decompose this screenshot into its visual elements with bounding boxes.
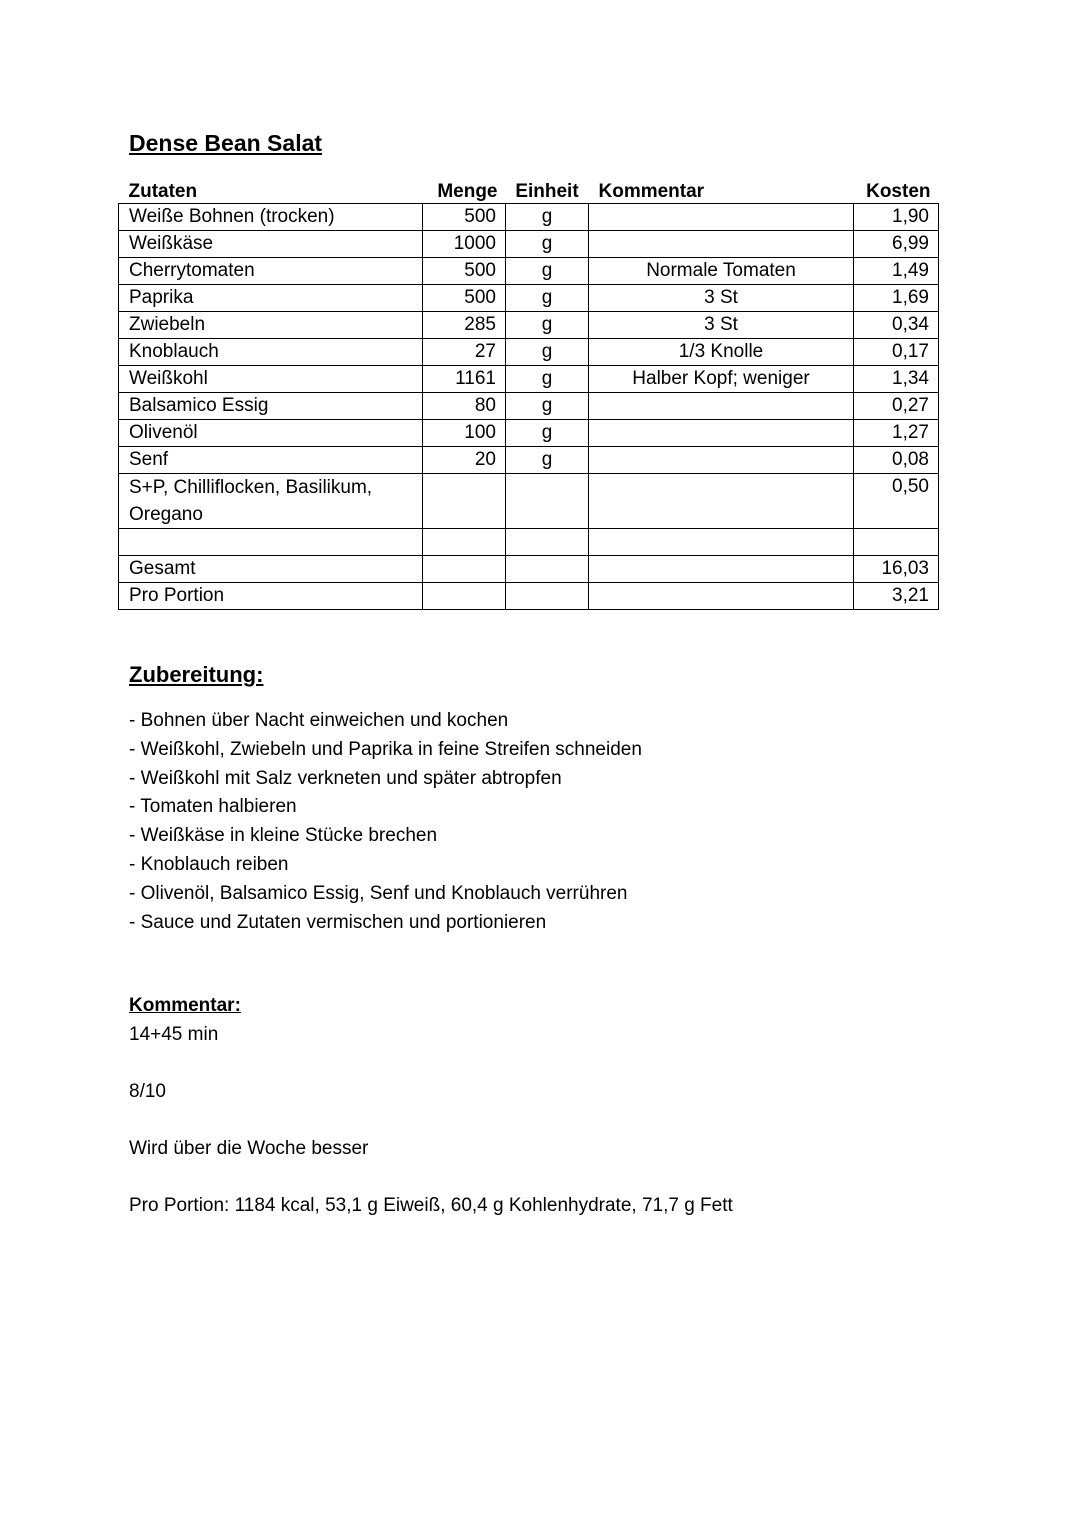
- cell-kosten: 6,99: [854, 231, 939, 258]
- cell-menge: 500: [423, 204, 506, 231]
- cell-kommentar: [589, 393, 854, 420]
- table-row: [119, 529, 939, 556]
- cell-zutat: Knoblauch: [119, 339, 423, 366]
- cell-zutat: Gesamt: [119, 556, 423, 583]
- cell-menge: [423, 556, 506, 583]
- table-row: [119, 420, 939, 447]
- cell-kommentar: [589, 420, 854, 447]
- cell-kosten: 0,17: [854, 339, 939, 366]
- cell-einheit: [506, 529, 589, 556]
- cell-einheit: g: [506, 312, 589, 339]
- cell-kommentar: [589, 231, 854, 258]
- cell-einheit: [506, 583, 589, 610]
- cell-zutat: Weißkohl: [119, 366, 423, 393]
- cell-kosten: [854, 529, 939, 556]
- cell-kosten: 0,50: [854, 474, 939, 529]
- cell-zutat: Cherrytomaten: [119, 258, 423, 285]
- cell-zutat: Weiße Bohnen (trocken): [119, 204, 423, 231]
- table-row: [119, 583, 939, 610]
- list-item: - Olivenöl, Balsamico Essig, Senf und Knoblauch verrühren: [129, 882, 628, 904]
- cell-kommentar: [589, 556, 854, 583]
- table-row: [119, 474, 939, 529]
- table-row: [119, 339, 939, 366]
- table-row: [119, 204, 939, 231]
- cell-kosten: 1,34: [854, 366, 939, 393]
- cell-kommentar: Halber Kopf; weniger: [589, 366, 854, 393]
- table-row: [119, 231, 939, 258]
- list-item: - Knoblauch reiben: [129, 853, 289, 875]
- cell-kosten: 0,08: [854, 447, 939, 474]
- cell-menge: 500: [423, 285, 506, 312]
- table-row: [119, 312, 939, 339]
- cell-kommentar: [589, 474, 854, 529]
- header-zutaten: Zutaten: [128, 181, 198, 202]
- cell-zutat: Olivenöl: [119, 420, 423, 447]
- cell-menge: 1000: [423, 231, 506, 258]
- cell-menge: [423, 583, 506, 610]
- cell-kosten: 1,27: [854, 420, 939, 447]
- cell-kommentar: [589, 583, 854, 610]
- cell-einheit: g: [506, 366, 589, 393]
- table-row: [119, 258, 939, 285]
- cell-kosten: 3,21: [854, 583, 939, 610]
- cell-zutat: S+P, Chilliflocken, Basilikum, Oregano: [119, 474, 423, 529]
- cell-zutat: Zwiebeln: [119, 312, 423, 339]
- recipe-title: Dense Bean Salat: [129, 130, 323, 156]
- header-einheit: Einheit: [515, 181, 579, 202]
- cell-einheit: g: [506, 420, 589, 447]
- cell-menge: 80: [423, 393, 506, 420]
- cell-einheit: g: [506, 285, 589, 312]
- list-item: - Bohnen über Nacht einweichen und kochen: [129, 710, 509, 731]
- preparation-steps: [129, 707, 642, 937]
- cell-zutat: Weißkäse: [119, 231, 423, 258]
- comment-time: 14+45 min: [129, 1024, 219, 1045]
- list-item: - Tomaten halbieren: [129, 796, 297, 818]
- ingredients-table: [118, 178, 939, 610]
- cell-einheit: [506, 556, 589, 583]
- cell-menge: [423, 529, 506, 556]
- comment-title: Kommentar:: [129, 995, 241, 1016]
- cell-kommentar: [589, 204, 854, 231]
- table-row: [119, 556, 939, 583]
- comment-rating: 8/10: [129, 1081, 166, 1102]
- cell-menge: [423, 474, 506, 529]
- cell-menge: 100: [423, 420, 506, 447]
- cell-kosten: 1,49: [854, 258, 939, 285]
- cell-einheit: g: [506, 393, 589, 420]
- cell-menge: 500: [423, 258, 506, 285]
- table-row: [119, 393, 939, 420]
- comment-nutrition: Pro Portion: 1184 kcal, 53,1 g Eiweiß, 60,4 g Kohlenhydrate, 71,7 g Fett: [129, 1195, 733, 1216]
- cell-kosten: 1,90: [854, 204, 939, 231]
- table-row: [119, 285, 939, 312]
- cell-kommentar: 3 St: [589, 285, 854, 312]
- cell-einheit: g: [506, 204, 589, 231]
- header-menge: Menge: [437, 181, 498, 202]
- cell-kosten: 0,27: [854, 393, 939, 420]
- cell-zutat: Balsamico Essig: [119, 393, 423, 420]
- cell-kommentar: 1/3 Knolle: [589, 339, 854, 366]
- comment-note: Wird über die Woche besser: [129, 1138, 369, 1159]
- cell-einheit: g: [506, 339, 589, 366]
- cell-einheit: g: [506, 447, 589, 474]
- preparation-title: Zubereitung:: [129, 662, 264, 687]
- header-kommentar: Kommentar: [598, 181, 705, 202]
- cell-menge: 1161: [423, 366, 506, 393]
- cell-zutat: Senf: [119, 447, 423, 474]
- cell-kommentar: [589, 447, 854, 474]
- cell-zutat: Paprika: [119, 285, 423, 312]
- cell-menge: 20: [423, 447, 506, 474]
- cell-menge: 285: [423, 312, 506, 339]
- cell-kommentar: Normale Tomaten: [589, 258, 854, 285]
- list-item: - Weißkohl mit Salz verkneten und später abtropfen: [129, 767, 562, 789]
- cell-menge: 27: [423, 339, 506, 366]
- cell-kommentar: 3 St: [589, 312, 854, 339]
- cell-zutat: Pro Portion: [119, 583, 423, 610]
- cell-kosten: 16,03: [854, 556, 939, 583]
- cell-einheit: g: [506, 258, 589, 285]
- list-item: - Weißkäse in kleine Stücke brechen: [129, 825, 438, 847]
- cell-kosten: 0,34: [854, 312, 939, 339]
- cell-kommentar: [589, 529, 854, 556]
- cell-zutat: [119, 529, 423, 556]
- list-item: - Weißkohl, Zwiebeln und Paprika in feine Streifen schneiden: [129, 738, 642, 760]
- table-header-row: [119, 178, 939, 204]
- table-row: [119, 447, 939, 474]
- table-row: [119, 366, 939, 393]
- list-item: - Sauce und Zutaten vermischen und portionieren: [129, 911, 547, 933]
- header-kosten: Kosten: [866, 181, 931, 202]
- cell-kosten: 1,69: [854, 285, 939, 312]
- cell-einheit: g: [506, 231, 589, 258]
- cell-einheit: [506, 474, 589, 529]
